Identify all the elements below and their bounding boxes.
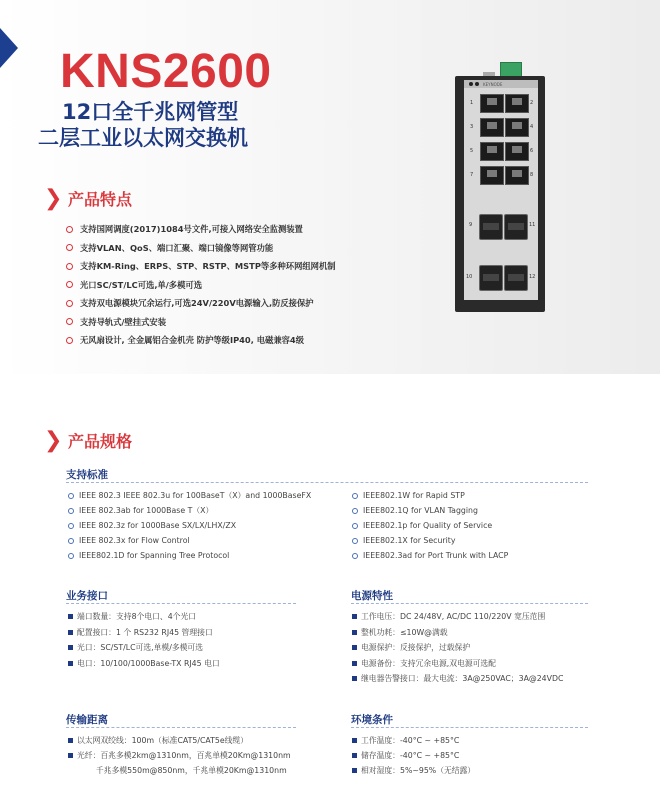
features-list	[66, 220, 336, 350]
divider	[66, 727, 296, 729]
bullet-icon	[352, 614, 357, 619]
bullet-icon	[68, 738, 73, 743]
bullet-icon	[352, 508, 358, 514]
bullet-icon	[352, 661, 357, 666]
sfp-port	[479, 265, 503, 291]
distance-title: 传输距离	[66, 714, 108, 726]
list-item: 相对湿度：5%~95%（无结露）	[352, 763, 475, 778]
feature-item: 无风扇设计, 全金属铝合金机壳 防护等级IP40, 电磁兼容4级	[66, 331, 336, 350]
rj45-port	[505, 94, 529, 113]
bullet-icon	[352, 753, 357, 758]
bullet-icon	[352, 676, 357, 681]
list-item: IEEE802.1X for Security	[352, 533, 508, 548]
bullet-icon	[352, 493, 358, 499]
bullet-icon	[66, 318, 73, 325]
list-item: 储存温度：-40°C ~ +85°C	[352, 748, 475, 763]
interfaces-list	[68, 609, 220, 671]
list-item: IEEE802.1W for Rapid STP	[352, 488, 508, 503]
bullet-icon	[68, 661, 73, 666]
bullet-icon	[66, 337, 73, 344]
port-label: 9	[469, 222, 473, 228]
chevron-right-icon: ❯	[44, 186, 63, 211]
chevron-right-icon: ❯	[44, 428, 63, 453]
list-item: IEEE802.3ad for Port Trunk with LACP	[352, 548, 508, 563]
port-label: 10	[466, 274, 473, 280]
bullet-icon	[66, 281, 73, 288]
bullet-icon	[66, 244, 73, 251]
feature-item: 支持KM-Ring、ERPS、STP、RSTP、MSTP等多种环网组网机制	[66, 257, 336, 276]
list-item: 光纤：百兆多模2km@1310nm，百兆单模20Km@1310nm	[68, 748, 291, 763]
port-label: 2	[530, 100, 534, 106]
led-icon	[469, 82, 473, 86]
list-item: IEEE 802.3z for 1000Base SX/LX/LHX/ZX	[68, 518, 311, 533]
bullet-icon	[352, 738, 357, 743]
environment-list	[352, 733, 475, 778]
list-item: 电口：10/100/1000Base-TX RJ45 电口	[68, 656, 220, 672]
port-label: 7	[470, 172, 474, 178]
port-label: 5	[470, 148, 474, 154]
bullet-icon	[352, 768, 357, 773]
bullet-icon	[66, 263, 73, 270]
power-title: 电源特性	[351, 590, 393, 602]
list-item: 电源备份：支持冗余电源,双电源可选配	[352, 656, 563, 672]
bullet-icon	[352, 553, 358, 559]
list-item: 端口数量：支持8个电口、4个光口	[68, 609, 220, 625]
rj45-port	[505, 118, 529, 137]
bullet-icon	[68, 508, 74, 514]
specs-heading	[44, 428, 132, 453]
list-item: 电源保护：反接保护，过载保护	[352, 640, 563, 656]
led-icon	[475, 82, 479, 86]
port-label: 6	[530, 148, 534, 154]
feature-item: 支持VLAN、QoS、端口汇聚、端口镜像等网管功能	[66, 239, 336, 258]
list-item: 以太网双绞线：100m（标准CAT5/CAT5e线缆）	[68, 733, 291, 748]
list-item: 工作温度：-40°C ~ +85°C	[352, 733, 475, 748]
rj45-port	[505, 166, 529, 185]
corner-arrow-icon	[0, 28, 18, 68]
sfp-port	[504, 214, 528, 240]
list-item-continuation: 千兆多模550m@850nm，千兆单模20Km@1310nm	[96, 766, 287, 775]
standards-list-right	[352, 488, 508, 563]
divider	[351, 603, 588, 605]
device-brand: KEYNODE	[483, 82, 503, 87]
bullet-icon	[68, 523, 74, 529]
bullet-icon	[66, 300, 73, 307]
rj45-port	[480, 166, 504, 185]
bullet-icon	[66, 226, 73, 233]
list-item: IEEE802.1Q for VLAN Tagging	[352, 503, 508, 518]
bullet-icon	[68, 493, 74, 499]
bullet-icon	[352, 523, 358, 529]
rj45-port	[505, 142, 529, 161]
list-item: 继电器告警接口：最大电流：3A@250VAC；3A@24VDC	[352, 671, 563, 687]
sfp-port	[479, 214, 503, 240]
rj45-port	[480, 118, 504, 137]
list-item: 工作电压：DC 24/48V, AC/DC 110/220V 宽压范围	[352, 609, 563, 625]
port-label: 11	[529, 222, 536, 228]
bullet-icon	[352, 538, 358, 544]
bullet-icon	[68, 553, 74, 559]
bullet-icon	[68, 538, 74, 544]
port-label: 4	[530, 124, 534, 130]
features-heading	[44, 186, 132, 211]
features-title: 产品特点	[68, 190, 133, 209]
power-list	[352, 609, 563, 687]
sfp-port	[504, 265, 528, 291]
port-label: 3	[470, 124, 474, 130]
rj45-port	[480, 142, 504, 161]
bullet-icon	[352, 645, 357, 650]
port-label: 12	[529, 274, 536, 280]
list-item: 配置接口：1 个 RS232 RJ45 管理接口	[68, 625, 220, 641]
switch-device-image	[455, 62, 545, 312]
bullet-icon	[68, 614, 73, 619]
feature-item: 光口SC/ST/LC可选,单/多模可选	[66, 276, 336, 295]
product-subtitle-line2: 二层工业以太网交换机	[38, 126, 248, 150]
list-item: IEEE 802.3 IEEE 802.3u for 100BaseT（X）and 1000BaseFX	[68, 488, 311, 503]
specs-title: 产品规格	[68, 432, 133, 451]
list-item: IEEE 802.3x for Flow Control	[68, 533, 311, 548]
bullet-icon	[68, 630, 73, 635]
feature-item: 支持国网调度(2017)1084号文件,可接入网络安全监测装置	[66, 220, 336, 239]
divider	[66, 482, 588, 484]
product-subtitle-line1: 12口全千兆网管型	[62, 100, 239, 124]
list-item: 整机功耗：≤10W@满载	[352, 625, 563, 641]
environment-title: 环境条件	[351, 714, 393, 726]
standards-list-left	[68, 488, 311, 563]
list-item: IEEE802.1D for Spanning Tree Protocol	[68, 548, 311, 563]
bullet-icon	[352, 630, 357, 635]
feature-item: 支持导轨式/壁挂式安装	[66, 313, 336, 332]
bullet-icon	[68, 753, 73, 758]
list-item: 光口：SC/ST/LC可选,单模/多模可选	[68, 640, 220, 656]
feature-item: 支持双电源模块冗余运行,可选24V/220V电源输入,防反接保护	[66, 294, 336, 313]
distance-list	[68, 733, 291, 778]
interfaces-title: 业务接口	[66, 590, 108, 602]
divider	[351, 727, 588, 729]
port-label: 1	[470, 100, 474, 106]
port-label: 8	[530, 172, 534, 178]
list-item: IEEE 802.3ab for 1000Base T（X）	[68, 503, 311, 518]
divider	[66, 603, 296, 605]
standards-title: 支持标准	[66, 469, 108, 481]
rj45-port	[480, 94, 504, 113]
list-item: IEEE802.1p for Quality of Service	[352, 518, 508, 533]
product-model: KNS2600	[60, 45, 272, 98]
bullet-icon	[68, 645, 73, 650]
